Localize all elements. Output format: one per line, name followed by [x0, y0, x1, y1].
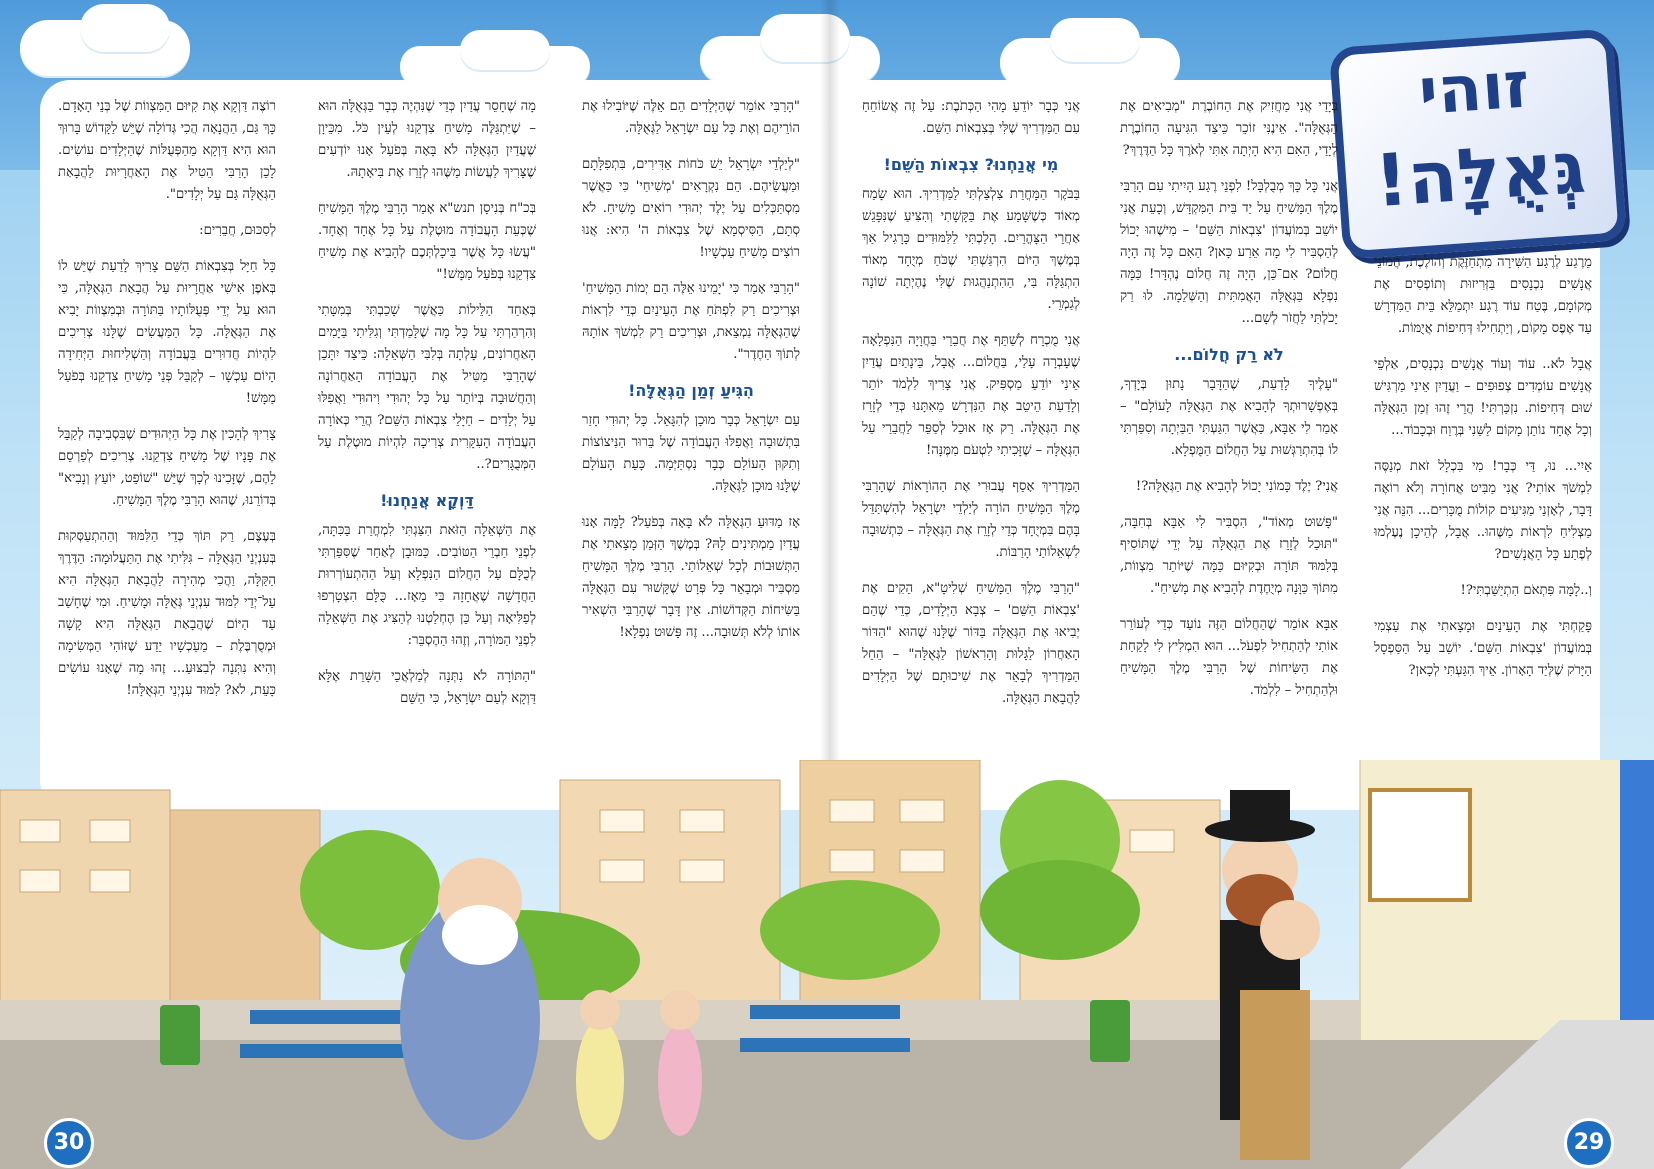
title-badge	[1329, 28, 1627, 259]
paragraph: "הַתּוֹרָה לֹא נִתְּנָה לְמַלְאֲכֵי הַשָּׁרֵת אֶלָּא דַּוְקָא לְעַם יִשְׂרָאֵל, כִּי הַשֵּׁם	[318, 669, 536, 706]
paragraph: אַבָּא אוֹמֵר שֶׁהַחֲלוֹם הַזֶּה נוֹעַד כְּדֵי לְעוֹרֵר אוֹתִי לְהַתְחִיל לִפְעֹל... הוּא הִמְלִיץ לִי לָקַחַת אֶת הַשִּׂיחוֹת שֶׁל הָרַבִּי מֶלֶךְ הַמָּשִׁיחַ וּלְהַתְחִיל – לִלְמֹד.	[1120, 617, 1338, 698]
paragraph: בְּכ"ח בְּנִיסָן תנש"א אָמַר הָרַבִּי מֶלֶךְ הַמָּשִׁיחַ שֶׁכְּעֵת הָעֲבוֹדָה מוּטֶלֶת עַל כָּל אֶחָד וְאֶחָד. "עֲשׂוּ כָּל אֲשֶׁר בִּיכָלְתְּכֶם לְהָבִיא אֶת מָשִׁיחַ צִדְקֵנוּ בְּפֹעַל מַמָּשׁ!"	[318, 201, 536, 282]
paragraph: צָרִיךְ לְהָכִין אֶת כָּל הַיְּהוּדִים שֶׁבִּסְבִיבָה לְקַבֵּל אֶת פָּנָיו שֶׁל מָשִׁיחַ צִדְקֵנוּ. צְרִיכִים לְפַרְסֵם לָהֶם, שֶׁזָּכִינוּ לְכָךְ שֶׁיֵּשׁ "שׁוֹפֵט, יוֹעֵץ וְנָבִיא" בְּדוֹרֵנוּ, שֶׁהוּא הָרַבִּי מֶלֶךְ הַמָּשִׁיחַ.	[58, 427, 276, 508]
paragraph: "עָלֶיךָ לָדַעַת, שֶׁהַדָּבָר נָתוּן בְּיָדְךָ, בְּאֶפְשָׁרוּתְךָ לְהָבִיא אֶת הַגְּאֻלָּה לָעוֹלָם" – אָמַר לִי אַבָּא, כַּאֲשֶׁר הִגַּעְתִּי הַבַּיְתָה וְסִפַּרְתִּי לוֹ בְּהִתְרַגְּשׁוּת עַל הַחֲלוֹם הַמֻּפְלָא.	[1120, 377, 1338, 458]
paragraph: "הָרַבִּי אוֹמֵר שֶׁהַיְּלָדִים הֵם אֵלֶּה שֶׁיּוֹבִילוּ אֶת הוֹרֵיהֶם וְאֶת כָּל עַם יִשְׂרָאֵל לַגְּאֻלָּה.	[582, 99, 800, 136]
text-column-3	[862, 96, 1080, 724]
text-column-2	[1120, 96, 1338, 716]
paragraph: "פָּשׁוּט מְאוֹד", הִסְבִּיר לִי אַבָּא בְּחִבָּה, "תּוּכַל לְזָרֵז אֶת הַגְּאֻלָּה עַל יְדֵי שֶׁתּוֹסִיף בְּלִמּוּד תּוֹרָה וּבְקִיּוּם כַּמָּה שֶׁיּוֹתֵר מִצְווֹת, מִתּוֹךְ כַּוָּנָה מְיֻחֶדֶת לְהָבִיא אֶת מָשִׁיחַ".	[1120, 515, 1338, 596]
paragraph: אֲנִי מֻכְרָח לְשַׁתֵּף אֶת חֲבֵרַי בַּחֲוָיָה הַנִּפְלָאָה שֶׁעָבְרָה עָלַי, בַּחֲלוֹם... אֲבָל, בֵּינָתַיִם עֲדַיִן אֵינִי יוֹדֵעַ מַסְפִּיק. אֲנִי צָרִיךְ לִלְמֹד יוֹתֵר וְלָדַעַת הֵיטֵב אֶת הַנִּדְרָשׁ מֵאִתָּנוּ כְּדֵי לְזָרֵז אֶת הַגְּאֻלָּה. רַק אָז אוּכַל לְסַפֵּר לַחֲבֵרַי עַל הַגְּאֻלָּה – שֶׁזָּכִיתִי לִטְעֹם מִמֶּנָּה!	[862, 333, 1080, 458]
cloud-decoration	[460, 30, 550, 70]
page-number-right: 29	[1564, 1118, 1614, 1168]
section-heading: לֹא רַק חֲלוֹם...	[1174, 345, 1284, 364]
section-heading: דַּוְקָא אֲנַחְנוּ!	[380, 491, 474, 510]
text-column-1	[1374, 252, 1592, 696]
text-column-5	[318, 96, 536, 724]
paragraph: מֵרֶגַע לְרֶגַע הַשִּׁירָה מִתְחַזֶּקֶת וְהוֹלֶכֶת, הֲמוֹנֵי אֲנָשִׁים נִכְנָסִים בַּזְּרִיזוּת וְתוֹפְסִים אֶת מְקוֹמָם, בֶּטַח עוֹד רֶגַע יִתְמַלֵּא בֵּית הַמִּדְרָשׁ עַד אֶפֶס מָקוֹם, וְיַתְחִילוּ דְּחִיפוֹת אֲיֻמּוֹת.	[1374, 255, 1592, 336]
paragraph: אָז מַדּוּעַ הַגְּאֻלָּה לֹא בָּאָה בְּפֹעַל? לָמָּה אָנוּ עֲדַיִן מַמְתִּינִים לָהּ? בְּמֶשֶׁךְ הַזְּמַן מָצָאתִי אֶת הַתְּשׁוּבוֹת לְכָל שְׁאֵלוֹתַי. הָרַבִּי מֶלֶךְ הַמָּשִׁיחַ מַסְבִּיר וּמְבָאֵר כָּל פְּרָט שֶׁקָּשׁוּר עִם הַגְּאֻלָּה בַּשִּׂיחוֹת הַקְּדוֹשׁוֹת. אֵין דָּבָר שֶׁהָרַבִּי הִשְׁאִיר אוֹתוֹ לְלֹא תְּשׁוּבָה... זֶה פָּשׁוּט נִפְלָא!	[582, 515, 800, 640]
paragraph: הַמַּדְרִיךְ אָסַף עֲבוּרִי אֶת הַהוֹרָאוֹת שֶׁהָרַבִּי מֶלֶךְ הַמָּשִׁיחַ הוֹרָה לְיַלְדֵי יִשְׂרָאֵל לְהִשְׁתַּדֵּל בָּהֶם בִּמְיֻחָד כְּדֵי לְזָרֵז אֶת הַגְּאֻלָּה – כִּתְשׁוּבָה לִשְׁאֵלוֹתַי הָרַבּוֹת.	[862, 479, 1080, 560]
paragraph: אֶת הַשְּׁאֵלָה הַזֹּאת הִצַּגְתִּי לִמְחֳרַת בַּכִּתָּה, לִפְנֵי חַבְרֵי הַטּוֹבִים. כַּמּוּבָן לְאַחַר שֶׁסִּפַּרְתִּי לְכֻלָּם עַל הַחֲלוֹם הַנִּפְלָא וְעַל הַהִתְעוֹרְרוּת הַחֲדָשָׁה שֶׁאֲחָזָה בִּי מֵאָז... כֻּלָּם הִצְטָרְפוּ לְפַלִּיאָה וְעַל כֵּן הֶחְלַטְנוּ לְהַצִּיג אֶת הַשְּׁאֵלָה לִפְנֵי הַמּוֹרָה, וְזֶהוּ הַהֶסְבֵּר:	[318, 523, 536, 648]
section-heading: הִגִּיעַ זְמַן הַגְּאֻלָּה!	[628, 381, 754, 400]
pavement	[0, 1040, 1654, 1169]
paragraph: אֲנִי? יֶלֶד כָּמוֹנִי יָכוֹל לְהָבִיא אֶת הַגְּאֻלָּה?!	[1135, 479, 1338, 494]
cloud-decoration	[1050, 18, 1140, 62]
paragraph: רוֹצֶה דַּוְקָא אֶת קִיּוּם הַמִּצְווֹת שֶׁל בְּנֵי הָאָדָם. כָּךְ גַּם, הַהֲנָאָה הֲכִי גְּדוֹלָה שֶׁיֵּשׁ לַקָּדוֹשׁ בָּרוּךְ הוּא הִיא דַּוְקָא מֵהַפְּעֻלּוֹת שֶׁהַיְּלָדִים עוֹשִׂים. לָכֵן הָרַבִּי הֵטִיל אֶת הָאַחֲרָיוּת לַהֲבָאַת הַגְּאֻלָּה גַּם עַל יְלָדִים".	[58, 99, 276, 202]
paragraph: לְסִכּוּם, חֲבֵרִים:	[199, 223, 276, 238]
title-line-1: זוהי	[1416, 48, 1532, 130]
paragraph: אֲנִי כְּבָר יוֹדֵעַ מָהִי הַכְּתֹבֶת: עַל זֶה אֲשׂוֹחֵחַ עִם הַמַּדְרִיךְ שֶׁלִּי בְּצִבְאוֹת הַשֵּׁם.	[862, 99, 1080, 136]
paragraph: אֲבָל לֹא.. עוֹד וְעוֹד אֲנָשִׁים נִכְנָסִים, אַלְפֵי אֲנָשִׁים עוֹמְדִים צְפוּפִים – וַעֲדַיִן אֵינִי מַרְגִּישׁ שׁוּם דְּחִיפוֹת. נִזְכַּרְתִּי! הֲרֵי זֶהוּ זְמַן הַגְּאֻלָּה וְכָל אֶחָד נוֹתֵן מָקוֹם לַשֵּׁנִי בְּרֶוַח וּבְכָבוֹד...	[1374, 357, 1592, 438]
title-line-2: גְּאֻלָּה!	[1372, 124, 1588, 224]
paragraph: עַם יִשְׂרָאֵל כְּבָר מוּכָן לְהִגָּאֵל. כָּל יְהוּדִי חָזַר בִּתְשׁוּבָה וַאֲפִלּוּ הָעֲבוֹדָה שֶׁל בֵּרוּר הַנִּיצוֹצוֹת וְתִקּוּן הָעוֹלָם כְּבָר נִסְתַּיְּמָה. כָּעֵת הָעוֹלָם שֶׁלָּנוּ מוּכָן לַגְּאֻלָּה.	[582, 413, 800, 494]
text-column-6	[58, 96, 276, 716]
paragraph: "הָרַבִּי אָמַר כִּי 'יָמֵינוּ אֵלֶּה הֵם יְמוֹת הַמָּשִׁיחַ' וּצְרִיכִים רַק לִפְתֹּחַ אֶת הָעֵינַיִם כְּדֵי לִרְאוֹת שֶׁהַגְּאֻלָּה נִמְצֵאת, וּצְרִיכִים רַק לִמְשֹׁךְ אוֹתָהּ לְתוֹךְ הַחֶדֶר".	[582, 281, 800, 362]
paragraph: בְּאַחַד הַלֵּילוֹת כַּאֲשֶׁר שָׁכַבְתִּי בְּמִטָּתִי וְהִרְהַרְתִּי עַל כָּל מָה שֶׁלָּמַדְתִּי וְגִלִּיתִי בַּיָּמִים הָאַחֲרוֹנִים, עָלְתָה בְּלִבִּי הַשְּׁאֵלָה: כֵּיצַד יִתָּכֵן שֶׁהָרַבִּי מַטִּיל אֶת הָעֲבוֹדָה הָאַחֲרוֹנָה וְהַחֲשׁוּבָה בְּיוֹתֵר עַל כָּל יְהוּדִי וִיהוּדִי וַאֲפִלּוּ עַל יְלָדִים – חַיָּלֵי צִבְאוֹת הַשֵּׁם? הֲרֵי כְּאוֹרָה הָעֲבוֹדָה הָעִקָּרִית צְרִיכָה לִהְיוֹת מוּטֶלֶת עַל הַמְּבֻגָּרִים?..	[318, 303, 536, 472]
paragraph: מָה שֶׁחָסֵר עֲדַיִן כְּדֵי שֶׁנִּהְיֶה כְּבָר בַּגְּאֻלָּה הוּא – שֶׁיִּתְגַּלֶּה מָשִׁיחַ צִדְקֵנוּ לְעֵין כֹּל. מִכֵּיוָן שֶׁעֲדַיִן הַגְּאֻלָּה לֹא בָּאָה בְּפֹעַל אָנוּ יוֹדְעִים שֶׁצָּרִיךְ לַעֲשׂוֹת מַשֶּׁהוּ לְזָרֵז אֶת בִּיאָתָהּ.	[318, 99, 536, 180]
paragraph: "הָרַבִּי מֶלֶךְ הַמָּשִׁיחַ שְׁלִיטָ"א, הֵקִים אֶת 'צִבְאוֹת הַשֵּׁם' – צְבָא הַיְּלָדִים, כְּדֵי שֶׁהֵם יְבִיאוּ אֶת הַגְּאֻלָּה בַּדּוֹר שֶׁלָּנוּ שֶׁהוּא "הַדּוֹר הָאַחֲרוֹן לַגָּלוּת וְהָרִאשׁוֹן לַגְּאֻלָּה" – הֵחֵל הַמַּדְרִיךְ לְבָאֵר אֶת שִׁיכוּתָם שֶׁל הַיְּלָדִים לַהֲבָאַת הַגְּאֻלָּה.	[862, 581, 1080, 706]
paragraph: בְּעֶצֶם, רַק תּוֹךְ כְּדֵי הַלִּמּוּד וְהַהִתְעַסְּקוּת בְּעִנְיְנֵי הַגְּאֻלָּה – גִּלִּיתִי אֶת הַתַּעֲלוּמָה: הַדֶּרֶךְ הַקַּלָּה, וַהֲכִי מְהִירָה לַהֲבָאַת הַגְּאֻלָּה הִיא עַל־יְדֵי לִמּוּד עִנְיְנֵי גְּאֻלָּה וּמָשִׁיחַ. וּמִי שֶׁחָשַׁב עַד הַיּוֹם שֶׁהֲבָאַת הַגְּאֻלָּה הִיא קָשָׁה וּמְסֻרְבֶּלֶת – מֵעַכְשָׁיו יֵדַע שֶׁזּוֹהִי הַמְּשִׂימָה וְהִיא נִתְּנָה לְבִצּוּעַ... זֶהוּ מָה שֶׁאָנוּ עוֹשִׂים כָּעֵת, לֹא? לִמּוּד עִנְיְנֵי הַגְּאֻלָּה!	[58, 529, 276, 698]
section-heading: מִי אֲנַחְנוּ? צִבְאוֹת הַשֵּׁם!	[883, 155, 1059, 174]
paragraph: כָּל חַיָּל בְּצִבְאוֹת הַשֵּׁם צָרִיךְ לָדַעַת שֶׁיֵּשׁ לוֹ בְּאֹפֶן אִישִׁי אַחֲרָיוּת עַל הֲבָאַת הַגְּאֻלָּה, כִּי הוּא עַל יְדֵי פְּעֻלּוֹתָיו בַּתּוֹרָה וּבְמִצְווֹת יָבִיא אֶת הַגְּאֻלָּה. כָּל הַמַּעֲשִׂים שֶׁלָּנוּ צְרִיכִים לִהְיוֹת חֲדוּרִים בַּעֲבוֹדָה וְהַשְׁלִיחוּת הַיְּחִידָה הָיוֹם עַכְשָׁו – לְקַבֵּל פְּנֵי מָשִׁיחַ צִדְקֵנוּ בְּפֹעַל מַמָּשׁ!	[58, 259, 276, 406]
cloud-decoration	[80, 4, 170, 52]
page-number-left: 30	[44, 1118, 94, 1168]
paragraph: וְ..לָמָּה פִּתְאֹם הִתְיַשַּׁבְתִּי?!	[1460, 583, 1592, 598]
paragraph: בַּבֹּקֶר הַמָּחֳרַת צִלְצַלְתִּי לַמַּדְרִיךְ. הוּא שָׂמַח מְאוֹד כְּשֶׁשָּׁמַע אֶת בַּקָּשָׁתִי וְהִצִּיעַ שֶׁנִּפָּגֵשׁ אַחֲרֵי הַצָּהֳרַיִם. הָלַכְתִּי לַלִּמּוּדִים כָּרָגִיל אַךְ בְּמֶשֶׁךְ הַיּוֹם הִרְגַּשְׁתִּי שֶׁכֹּחַ מְיֻחָד מְאוֹד הִתְגַּלָּה בִּי, הַהִתְנַהֲגוּת שֶׁלִּי נֶהֶיְתָה שׁוֹנָה לְגַמְרֵי.	[862, 187, 1080, 312]
paragraph: אֲנִי כָּל כָּךְ מְבֻלְבָּל! לִפְנֵי רֶגַע הָיִיתִי עִם הָרַבִּי מֶלֶךְ הַמָּשִׁיחַ עַל יַד בֵּית הַמִּקְדָּשׁ, וְכָעֵת אֲנִי יוֹשֵׁב בְּמוֹעֲדוֹן 'צִבְאוֹת הַשֵּׁם' – מִישֶׁהוּ יָכוֹל לְהַסְבִּיר לִי מָה אֵרַע כָּאן? הַאִם כָּל זֶה הָיָה חֲלוֹם? אִם־כֵּן, הָיָה זֶה חֲלוֹם נֶהְדָּר! כַּמָּה נִפְלָא בַּגְּאֻלָּה הָאֲמִתִּית וְהַשְּׁלֵמָה. לוּ רַק יָכֹלְתִּי לַחֲזֹר לְשָׁם...	[1120, 179, 1338, 326]
paragraph: פָּקַחְתִּי אֶת הָעֵינַיִם וּמָצָאתִי אֶת עַצְמִי בְּמוֹעֲדוֹן 'צִבְאוֹת הַשֵּׁם'. יוֹשֵׁב עַל הַסַּפְסָל הַיָּרֹק שֶׁלְּיַד הָאָרוֹן. אֵיךְ הִגַּעְתִּי לְכָאן?	[1374, 619, 1592, 678]
street-scene-illustration	[0, 760, 1654, 1169]
paragraph: בְּיָדַי אֲנִי מַחֲזִיק אֶת הַחוֹבֶרֶת "מְבִיאִים אֶת הַגְּאֻלָּה". אֵינֶנִּי זוֹכֵר כֵּיצַד הִגִּיעָה הַחוֹבֶרֶת לְיָדַי, הַאִם הִיא הָיְתָה אִתִּי לְאֹרֶךְ כָּל הַדֶּרֶךְ?	[1120, 99, 1338, 158]
text-column-4	[582, 96, 800, 658]
paragraph: "לְיַלְדֵי יִשְׂרָאֵל יֵשׁ כֹּחוֹת אַדִּירִים, בִּתְפִלָּתָם וּמַעֲשֵׂיהֶם. הֵם נִקְרָאִים 'מְשִׁיחַי' כִּי כַּאֲשֶׁר מִסְתַּכְּלִים עַל יֶלֶד יְהוּדִי רוֹאִים מָשִׁיחַ. לֹא סְתָם, הַסִּיסְמָא שֶׁל צִבְאוֹת ה' הִיא: אֲנוּ רוֹצִים מָשִׁיחַ עַכְשָׁיו!	[582, 157, 800, 260]
paragraph: אַיִי... נוּ, דַּי כְּבָר! מִי בִּכְלָל זֹאת מְנַסֶּה לִמְשֹׁךְ אוֹתִי? אֲנִי מַבִּיט אֲחוֹרָה וְלֹא רוֹאֶה דָּבָר, לְאָזְנַי מַגִּיעִים קוֹלוֹת מֻכָּרִים... הִנֵּה אֲנִי מַצְלִיחַ לִרְאוֹת מַשֶּׁהוּ.. אֲבָל, לְהֵיכָן נֶעֶלְמוּ לְפֶתַע כָּל הָאֲנָשִׁים?	[1374, 459, 1592, 562]
